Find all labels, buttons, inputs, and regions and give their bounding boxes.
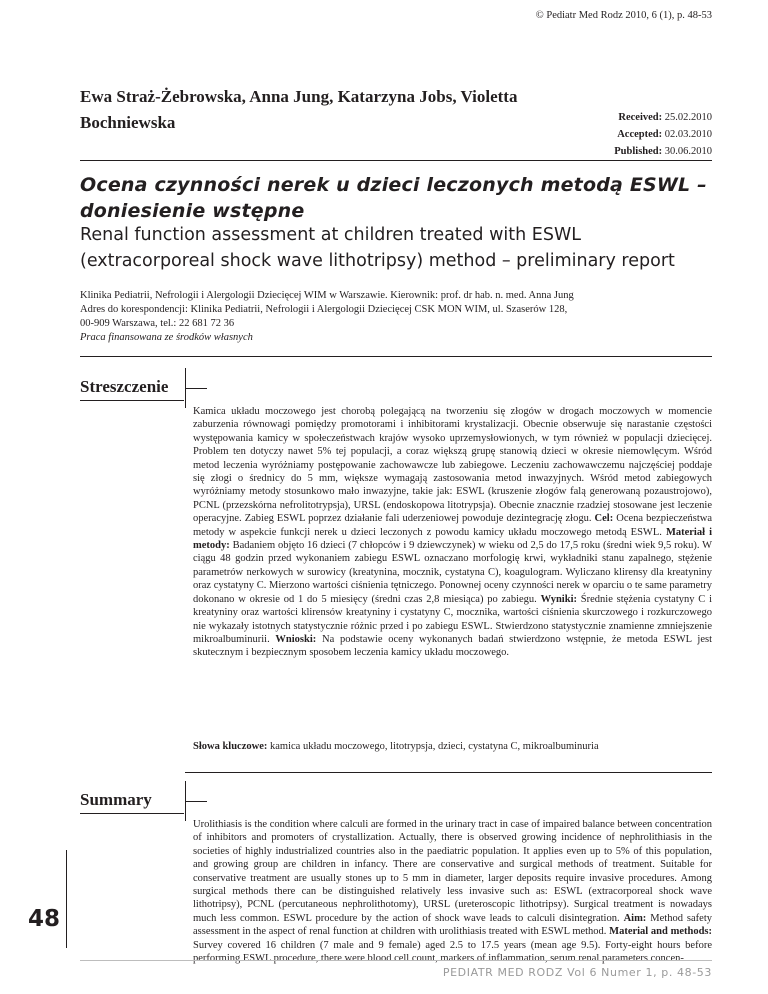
accepted-date bbox=[614, 126, 712, 143]
section-underline bbox=[80, 400, 184, 401]
summary-heading: Summary bbox=[80, 790, 152, 809]
section-marker-stub bbox=[185, 388, 207, 389]
keywords-text: kamica układu moczowego, litotrypsja, dzieci, cystatyna C, mikroalbuminuria bbox=[270, 741, 599, 752]
correspondence-line: 00-909 Warszawa, tel.: 22 681 72 36 bbox=[80, 318, 235, 329]
results-label: Wyniki: bbox=[540, 593, 577, 605]
accepted-value: 02.03.2010 bbox=[664, 129, 712, 140]
published-value: 30.06.2010 bbox=[664, 146, 712, 157]
abstract-intro: Kamica układu moczowego jest chorobą polegającą na tworzeniu się złogów w drogach moczowych w momencie zaburzenia równowagi pomiędzy promotorami i inhibitorami krystalizacji. Obecnie obserwuje się narastanie częstości występowania kamicy w społeczeństwach krajów wysoko uprzemysłowionych, w tym również w populacji dziecięcej. Problem ten dotyczy nawet 5% tej populacji, a coraz większą grupę stanowią dzieci w okresie niemowlęcym. Wśród metod leczenia wyróżniamy postępowanie zachowawcze lub zabiegowe. Leczeniu zachowawczemu najczęściej poddaje się złogi o średnicy do 5 mm, większe wymagają zastosowania metod inwazyjnych. Wśród metod zabiegowych wyróżniamy metody stosunkowo mało inwazyjne, takie jak: ESWL (kruszenie złogów falą generowaną pozaustrojowo), PCNL (przezskórna nefrolitotrypsja), URSL (endoskopowa litotrypsja). Obecnie znacznie rzadziej stosowane jest leczenie operacyjne. Zabieg ESWL poprzez działanie fali uderzeniowej powoduje dezintegrację złogu. bbox=[193, 406, 712, 525]
aim-text: Method safety assessment in the aspect of renal function at children with urolithiasis treated with ESWL method. bbox=[193, 912, 712, 938]
keywords-label: Słowa kluczowe: bbox=[193, 741, 268, 752]
accepted-label: Accepted: bbox=[617, 129, 663, 140]
summary-text bbox=[193, 818, 712, 965]
published-date bbox=[614, 143, 712, 160]
funding-note: Praca finansowana ze środków własnych bbox=[80, 332, 253, 343]
conclusions-text: Na podstawie oceny wykonanych badań stwierdzono wstępnie, że metoda ESWL jest skutecznym i bezpiecznym sposobem leczenia kamicy układu moczowego. bbox=[193, 633, 713, 659]
header-divider bbox=[80, 160, 712, 161]
cel-label: Cel: bbox=[594, 513, 614, 525]
affiliation-divider bbox=[80, 356, 712, 357]
cel-text: Ocena bezpieczeństwa metody w aspekcie funkcji nerek u dzieci leczonych z powodu kamicy układu moczowego metodą ESWL. bbox=[193, 513, 713, 538]
streszczenie-text bbox=[193, 405, 712, 660]
methods-text: Survey covered 16 children (7 male and 9 female) aged 2.5 to 17.5 years (mean age 9.5). Forty-eight hours before performing ESWL procedure, there were blood cell count, markers of inflammation, serum renal parameters concen- bbox=[193, 939, 712, 965]
methods-label: Material and methods: bbox=[609, 926, 712, 938]
results-text: Średnie stężenia cystatyny C i kreatyniny oraz wartości klirensów kreatyniny i cystatyny C, mocznika, wartości ciśnienia skurczowego i rozkurczowego nie wykazały istotnych statystycznie różnic przed i po zabiegu ESWL. Stwierdzono statystycznie znamienne zmniejszenie mikroalbuminurii. bbox=[193, 593, 713, 645]
page-number-bar bbox=[66, 850, 67, 948]
affiliation-line: Klinika Pediatrii, Nefrologii i Alergologii Dziecięcej WIM w Warszawie. Kierownik: prof. dr hab. n. med. Anna Jung bbox=[80, 290, 574, 301]
material-text: Badaniem objęto 16 dzieci (7 chłopców i 9 dziewczynek) w wieku od 2,5 do 17,5 roku (średni wiek 9,5 roku). W ciągu 48 godzin przed wykonaniem zabiegu ESWL oznaczano morfologię krwi, wykładniki stanu zapalnego, stężenie parametrów nerkowych w surowicy (kreatynina, mocznik, cystatyna C), koagulogram. Wyliczano klirensy dla kreatyniny oraz cystatyny C. Mierzono wartości ciśnienia tętniczego. Ponownej oceny czynności nerek w oparciu o te same parametry dokonano w okresie od 1 do 5 miesięcy (średni czas 2,8 miesiąca) po zabiegu. bbox=[193, 540, 712, 605]
summary-intro: Urolithiasis is the condition where calculi are formed in the urinary tract in case of impaired balance between concentration of inhibitors and promoters of crystallization. Actually, there is observed growing incidence of nephrolithiasis in the societies of highly industrialized countries also in the paediatric population. It applies even up to 5% of this population, and growing group are children in infancy. There are conservative and surgical methods of treatment. Suitable for conservative treatment are usually stones up to 5 mm in diameter, larger deposits require invasive procedures. Among surgical methods there can be distinguished relatively less invasive such as: ESWL (extracorporeal shock wave lithotripsy), PCNL (percutaneous nephrolithotomy), URSL (ureteroscopic lithotripsy). Surgical treatment is nowadays much less common. ESWL procedure by the action of shock wave leads to calculi disintegration. bbox=[193, 819, 712, 924]
keywords-divider bbox=[185, 772, 712, 773]
keywords bbox=[193, 740, 712, 753]
page-number: 48 bbox=[28, 906, 61, 932]
footer-divider bbox=[80, 960, 712, 961]
title-english: Renal function assessment at children treated with ESWL (extracorporeal shock wave lithotripsy) method – preliminary report bbox=[80, 225, 675, 271]
material-label: Materiał i metody: bbox=[193, 526, 712, 552]
section-underline bbox=[80, 813, 184, 814]
correspondence-line: Adres do korespondencji: Klinika Pediatrii, Nefrologii i Alergologii Dziecięcej CSK MON WIM, ul. Szaserów 128, bbox=[80, 304, 568, 315]
received-label: Received: bbox=[618, 112, 663, 123]
conclusions-label: Wnioski: bbox=[275, 633, 317, 645]
authors: Ewa Straż-Żebrowska, Anna Jung, Katarzyna Jobs, Violetta Bochniewska bbox=[80, 87, 518, 132]
aim-label: Aim: bbox=[623, 912, 647, 924]
section-marker-stub bbox=[185, 801, 207, 802]
published-label: Published: bbox=[614, 146, 663, 157]
title-polish: Ocena czynności nerek u dzieci leczonych metodą ESWL – doniesienie wstępne bbox=[80, 174, 707, 222]
received-value: 25.02.2010 bbox=[664, 112, 712, 123]
received-date bbox=[614, 109, 712, 126]
citation: © Pediatr Med Rodz 2010, 6 (1), p. 48-53 bbox=[535, 10, 712, 21]
journal-footer: PEDIATR MED RODZ Vol 6 Numer 1, p. 48-53 bbox=[442, 966, 712, 979]
affiliation bbox=[80, 289, 720, 345]
streszczenie-heading: Streszczenie bbox=[80, 377, 169, 396]
article-dates bbox=[614, 109, 712, 160]
